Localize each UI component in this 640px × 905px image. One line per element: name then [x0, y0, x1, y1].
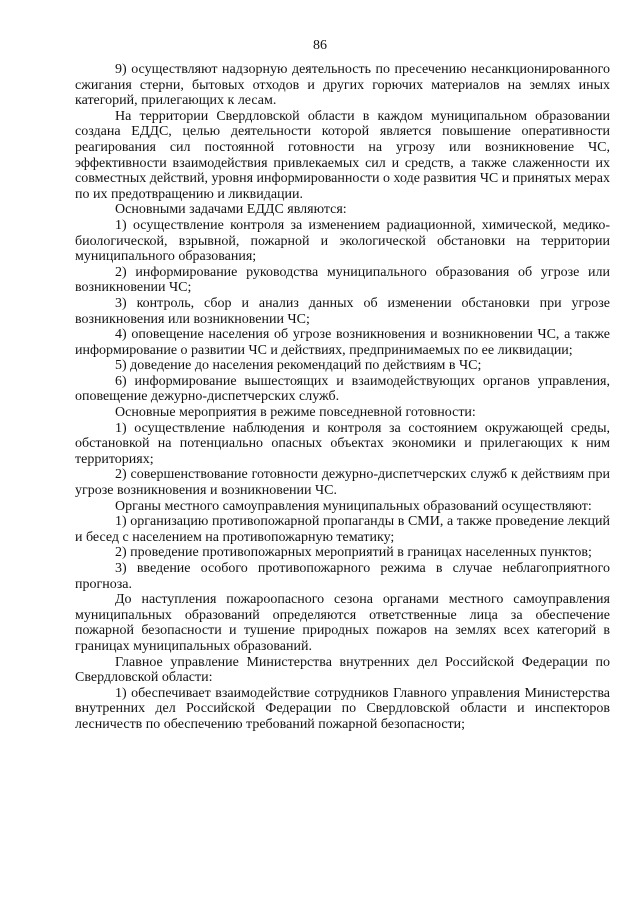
list-item: 4) оповещение населения об угрозе возникновения и возникновении ЧС, а также информирование о развитии ЧС и действиях, предпринимаемых по ее ликвидации;: [75, 327, 610, 358]
paragraph: Главное управление Министерства внутренних дел Российской Федерации по Свердловской области:: [75, 654, 610, 686]
list-item: 5) доведение до населения рекомендаций по действиям в ЧС;: [115, 358, 482, 374]
paragraph: До наступления пожароопасного сезона органами местного самоуправления муниципальных образований определяются ответственные лица за обеспечение пожарной безопасности и тушение природных пожаров на землях всех категорий в границах муниципальных образований.: [75, 592, 610, 654]
list-item: 6) информирование вышестоящих и взаимодействующих органов управления, оповещение дежурно-диспетчерских служб.: [75, 373, 610, 405]
paragraph: Основные мероприятия в режиме повседневной готовности:: [115, 405, 476, 421]
list-item: 3) контроль, сбор и анализ данных об изменении обстановки при угрозе возникновения или возникновении ЧС;: [75, 295, 610, 327]
list-item: 3) введение особого противопожарного режима в случае неблагоприятного прогноза.: [75, 561, 610, 592]
list-item: 1) обеспечивает взаимодействие сотрудников Главного управления Министерства внутренних дел Российской Федерации по Свердловской области и инспекторов лесничеств по обеспечению требований пожарной безопасности;: [75, 685, 610, 732]
list-item: 2) проведение противопожарных мероприятий в границах населенных пунктов;: [115, 545, 592, 561]
paragraph: Основными задачами ЕДДС являются:: [115, 202, 347, 218]
list-item: 2) информирование руководства муниципального образования об угрозе или возникновении ЧС;: [75, 264, 610, 296]
list-item: 2) совершенствование готовности дежурно-диспетчерских служб к действиям при угрозе возникновения и возникновении ЧС.: [75, 467, 610, 499]
list-item: 1) организацию противопожарной пропаганды в СМИ, а также проведение лекций и бесед с населением на противопожарную тематику;: [75, 514, 610, 545]
list-item: 1) осуществление наблюдения и контроля за состоянием окружающей среды, обстановкой на потенциально опасных объектах экономики и прилегающих к ним территориях;: [75, 420, 610, 467]
document-body: [75, 62, 610, 733]
paragraph: Органы местного самоуправления муниципальных образований осуществляют:: [115, 498, 592, 514]
paragraph: 9) осуществляют надзорную деятельность по пресечению несанкционированного сжигания стерни, бытовых отходов и других горючих материалов на землях иных категорий, прилегающих к лесам.: [75, 62, 610, 109]
list-item: 1) осуществление контроля за изменением радиационной, химической, медико-биологической, взрывной, пожарной и экологической обстановки на территории муниципального образования;: [75, 217, 610, 265]
page-number: 86: [313, 38, 327, 53]
paragraph: На территории Свердловской области в каждом муниципальном образовании создана ЕДДС, целью деятельности которой является повышение оперативности реагирования сил постоянной готовности на угрозу или возникновение ЧС, эффективности взаимодействия привлекаемых сил и средств, а также слаженности их совместных действий, уровня информированности о ходе развития ЧС и принятых мерах по их предотвращению и ликвидации.: [75, 108, 610, 202]
